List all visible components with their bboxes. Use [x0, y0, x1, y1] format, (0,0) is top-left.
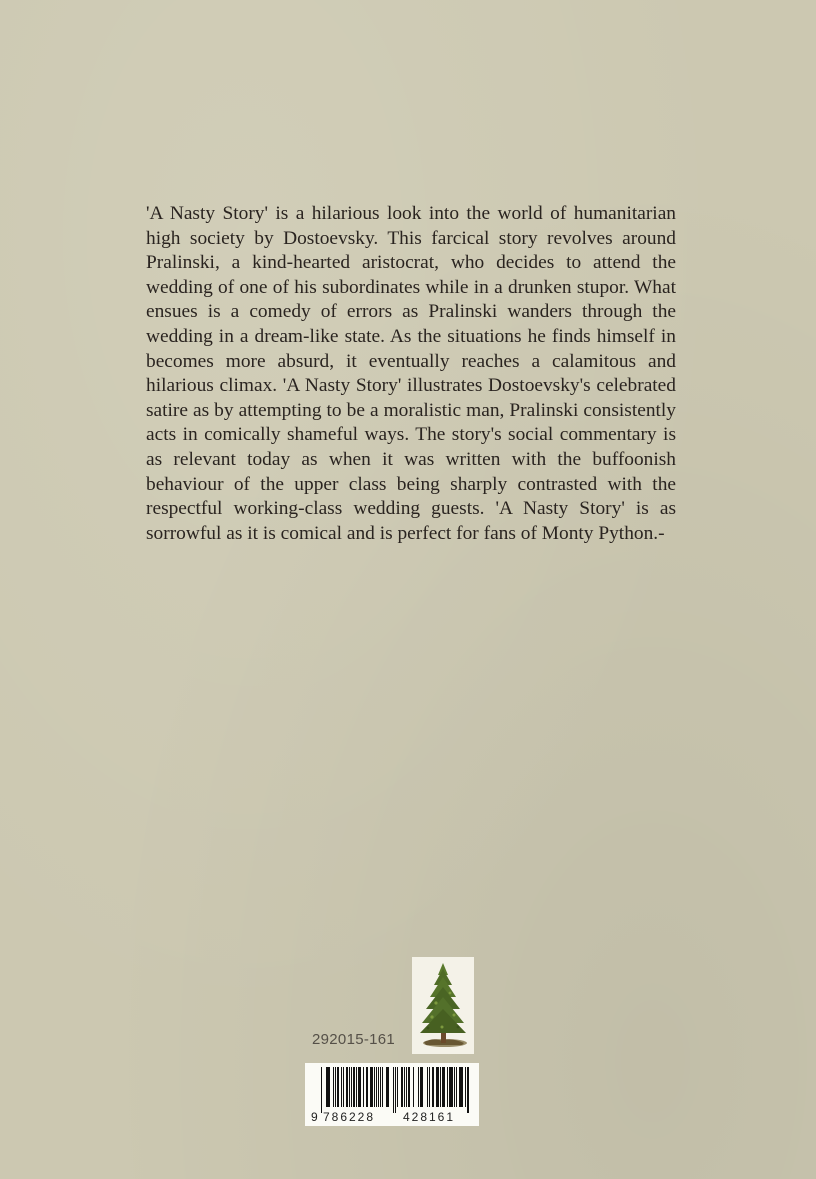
barcode-bar: [326, 1067, 330, 1107]
barcode-bar: [358, 1067, 361, 1107]
barcode-bar: [363, 1067, 364, 1107]
barcode-bar: [356, 1067, 357, 1107]
barcode-bar: [366, 1067, 368, 1107]
barcode-bar: [378, 1067, 379, 1107]
barcode-bars: [321, 1067, 469, 1113]
barcode-bar: [456, 1067, 457, 1107]
isbn-left-group: 786228: [322, 1110, 376, 1124]
barcode-graphic: [305, 1063, 479, 1126]
barcode-bar: [397, 1067, 398, 1107]
barcode-bar: [413, 1067, 414, 1107]
barcode-bar: [376, 1067, 377, 1107]
barcode-bar: [337, 1067, 339, 1107]
barcode-bar: [393, 1067, 394, 1113]
barcode-bar: [427, 1067, 428, 1107]
isbn-right-group: 428161: [402, 1110, 456, 1124]
barcode-bar: [335, 1067, 336, 1107]
barcode-bar: [353, 1067, 355, 1107]
barcode-bar: [420, 1067, 423, 1107]
barcode-bar: [343, 1067, 344, 1107]
catalog-number: 292015-161: [312, 1031, 396, 1048]
barcode-bar: [408, 1067, 410, 1107]
barcode-bar: [341, 1067, 342, 1107]
barcode-bar: [401, 1067, 403, 1107]
barcode-bar: [440, 1067, 441, 1107]
barcode-bar: [406, 1067, 407, 1107]
barcode-bar: [418, 1067, 419, 1107]
barcode-bar: [465, 1067, 466, 1107]
barcode-bar: [351, 1067, 352, 1107]
isbn-first-digit: 9: [311, 1110, 318, 1124]
barcode-bar: [436, 1067, 439, 1107]
barcode-bar: [447, 1067, 448, 1107]
barcode-bar: [346, 1067, 348, 1107]
barcode-bar: [374, 1067, 375, 1107]
barcode-bar: [454, 1067, 455, 1107]
barcode-bar: [321, 1067, 322, 1113]
book-description: 'A Nasty Story' is a hilarious look into the world of humanitarian high society by Dostoevsky. This farcical story revolves around Pralinski, a kind-hearted aristocrat, who decides to attend the wedding of one of his subordinates while in a drunken stupor. What ensues is a comedy of errors as Pralinski wanders through the wedding in a dream-like state. As the situations he finds himself in becomes more absurd, it eventually reaches a calamitous and hilarious climax. 'A Nasty Story' illustrates Dostoevsky's celebrated satire as by attempting to be a moralistic man, Pralinski consistently acts in comically shameful ways. The story's social commentary is as relevant today as when it was written with the buffoonish behaviour of the upper class being sharply contrasted with the respectful working-class wedding guests. 'A Nasty Story' is as sorrowful as it is comical and is perfect for fans of Monty Python.-: [146, 203, 676, 544]
barcode-bar: [349, 1067, 350, 1107]
barcode-bar: [380, 1067, 381, 1107]
barcode-bar: [382, 1067, 383, 1107]
barcode-bar: [386, 1067, 389, 1107]
barcode-bar: [370, 1067, 373, 1107]
barcode-bar: [395, 1067, 396, 1113]
barcode-bar: [467, 1067, 469, 1113]
isbn-barcode: [305, 1063, 479, 1126]
barcode-bar: [404, 1067, 405, 1107]
barcode-bar: [449, 1067, 453, 1107]
barcode-bar: [432, 1067, 434, 1107]
barcode-bar: [429, 1067, 430, 1107]
barcode-bar: [333, 1067, 334, 1107]
barcode-bar: [442, 1067, 445, 1107]
barcode-bar: [459, 1067, 463, 1107]
